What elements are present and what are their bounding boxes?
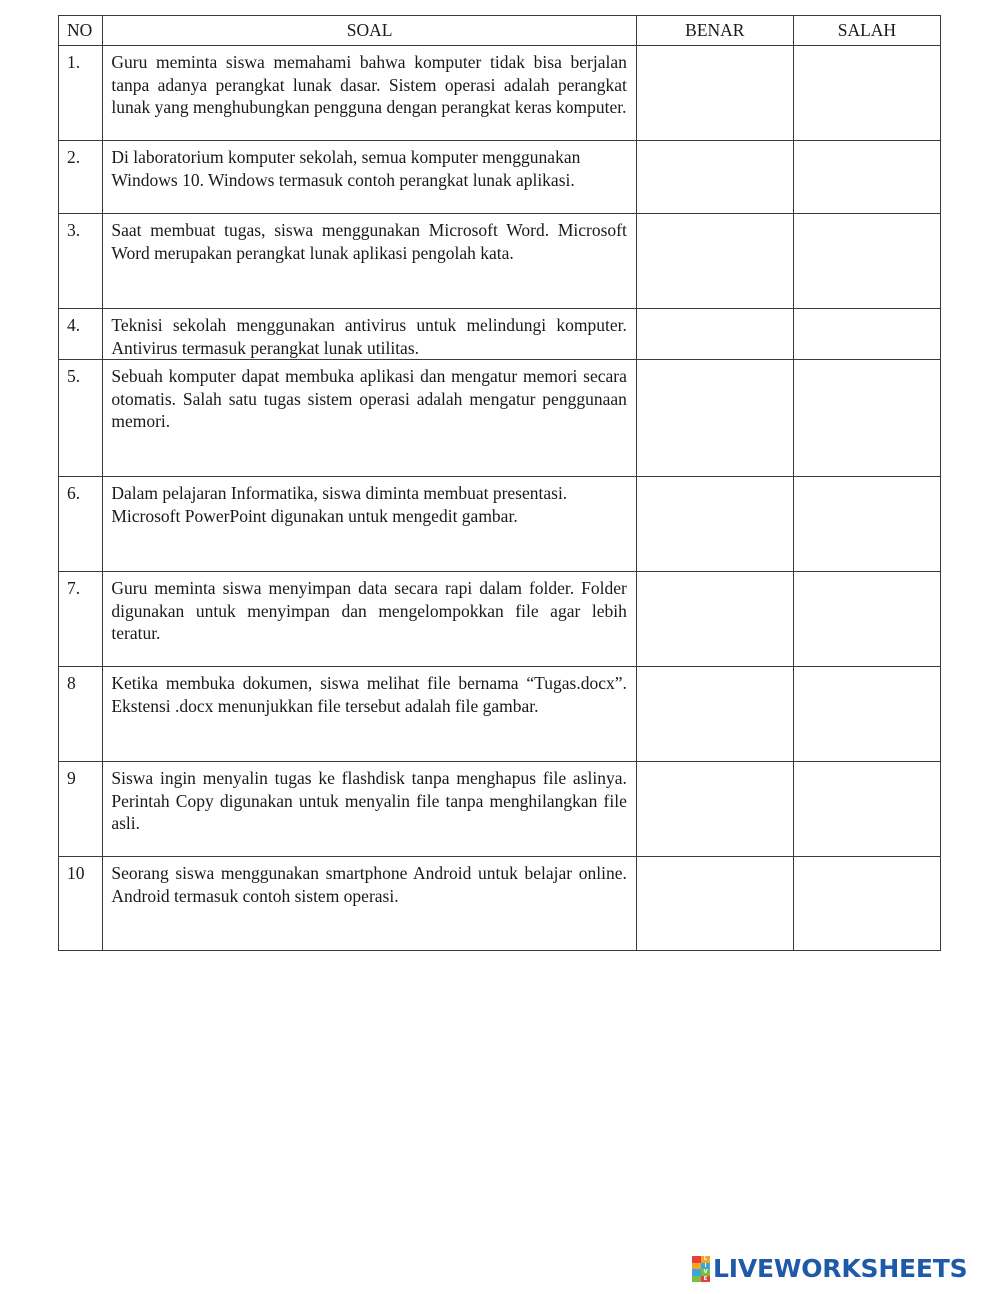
answer-benar-cell[interactable] — [636, 857, 793, 951]
header-row — [59, 16, 941, 46]
logo-letter-cell — [692, 1276, 701, 1283]
answer-benar-cell[interactable] — [636, 667, 793, 762]
question-number: 8 — [59, 667, 103, 762]
liveworksheets-brand — [692, 1254, 967, 1284]
answer-benar-cell[interactable] — [636, 46, 793, 141]
answer-benar-cell[interactable] — [636, 360, 793, 477]
logo-letter-cell: L — [701, 1256, 710, 1263]
answer-benar-cell[interactable] — [636, 572, 793, 667]
logo-letter-cell: I — [701, 1263, 710, 1270]
header-benar: BENAR — [636, 16, 793, 46]
question-number: 6. — [59, 477, 103, 572]
question-row-7 — [59, 572, 941, 667]
question-text: Seorang siswa menggunakan smartphone Android untuk belajar online. Android termasuk contoh sistem operasi. — [103, 857, 637, 951]
question-text: Sebuah komputer dapat membuka aplikasi dan mengatur memori secara otomatis. Salah satu tugas sistem operasi adalah mengatur penggunaan memori. — [103, 360, 637, 477]
answer-benar-cell[interactable] — [636, 141, 793, 214]
question-number: 2. — [59, 141, 103, 214]
question-row-2 — [59, 141, 941, 214]
question-row-8 — [59, 667, 941, 762]
question-text: Di laboratorium komputer sekolah, semua komputer menggunakan Windows 10. Windows termasuk contoh perangkat lunak aplikasi. — [103, 141, 637, 214]
header-soal: SOAL — [103, 16, 637, 46]
question-number: 4. — [59, 309, 103, 360]
answer-benar-cell[interactable] — [636, 762, 793, 857]
answer-salah-cell[interactable] — [793, 309, 940, 360]
answer-salah-cell[interactable] — [793, 214, 940, 309]
answer-salah-cell[interactable] — [793, 572, 940, 667]
header-no: NO — [59, 16, 103, 46]
question-row-3 — [59, 214, 941, 309]
answer-benar-cell[interactable] — [636, 477, 793, 572]
answer-salah-cell[interactable] — [793, 857, 940, 951]
question-number: 3. — [59, 214, 103, 309]
question-row-1 — [59, 46, 941, 141]
brand-name: LIVEWORKSHEETS — [713, 1254, 968, 1283]
question-row-6 — [59, 477, 941, 572]
quiz-table — [58, 15, 941, 951]
question-row-10 — [59, 857, 941, 951]
question-text: Guru meminta siswa menyimpan data secara rapi dalam folder. Folder digunakan untuk menyimpan dan mengelompokkan file agar lebih teratur. — [103, 572, 637, 667]
question-row-5 — [59, 360, 941, 477]
answer-salah-cell[interactable] — [793, 667, 940, 762]
question-text: Ketika membuka dokumen, siswa melihat file bernama “Tugas.docx”. Ekstensi .docx menunjukkan file tersebut adalah file gambar. — [103, 667, 637, 762]
logo-letter-cell: E — [701, 1276, 710, 1283]
question-text: Siswa ingin menyalin tugas ke flashdisk tanpa menghapus file aslinya. Perintah Copy digunakan untuk menyalin file tanpa menghilangkan file asli. — [103, 762, 637, 857]
answer-salah-cell[interactable] — [793, 141, 940, 214]
answer-benar-cell[interactable] — [636, 214, 793, 309]
logo-letter-cell: V — [701, 1269, 710, 1276]
question-number: 1. — [59, 46, 103, 141]
question-text: Saat membuat tugas, siswa menggunakan Microsoft Word. Microsoft Word merupakan perangkat lunak aplikasi pengolah kata. — [103, 214, 637, 309]
question-row-9 — [59, 762, 941, 857]
question-text: Guru meminta siswa memahami bahwa komputer tidak bisa berjalan tanpa adanya perangkat lunak dasar. Sistem operasi adalah perangkat lunak yang menghubungkan pengguna dengan perangkat keras komputer. — [103, 46, 637, 141]
question-number: 5. — [59, 360, 103, 477]
header-salah: SALAH — [793, 16, 940, 46]
question-text: Teknisi sekolah menggunakan antivirus untuk melindungi komputer. Antivirus termasuk perangkat lunak utilitas. — [103, 309, 637, 360]
question-text: Dalam pelajaran Informatika, siswa diminta membuat presentasi. Microsoft PowerPoint digunakan untuk mengedit gambar. — [103, 477, 637, 572]
question-number: 10 — [59, 857, 103, 951]
liveworksheets-logo-icon — [692, 1256, 710, 1282]
question-number: 9 — [59, 762, 103, 857]
answer-salah-cell[interactable] — [793, 46, 940, 141]
answer-benar-cell[interactable] — [636, 309, 793, 360]
question-number: 7. — [59, 572, 103, 667]
answer-salah-cell[interactable] — [793, 477, 940, 572]
question-row-4 — [59, 309, 941, 360]
answer-salah-cell[interactable] — [793, 762, 940, 857]
answer-salah-cell[interactable] — [793, 360, 940, 477]
